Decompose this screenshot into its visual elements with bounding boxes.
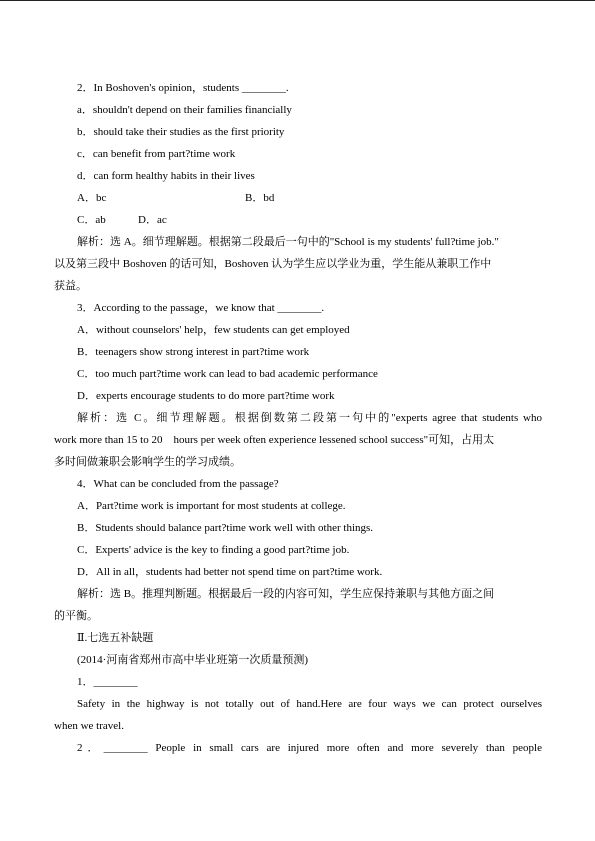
section-2-title: Ⅱ.七选五补缺题 xyxy=(77,632,154,644)
question-2-option-c: C．ab xyxy=(77,214,106,226)
question-3-option-b: B．teenagers show strong interest in part?time work xyxy=(77,346,310,358)
question-4-option-b: B．Students should balance part?time work well with other things. xyxy=(77,522,374,534)
question-4-stem: 4．What can be concluded from the passage? xyxy=(77,478,279,490)
section-2-source: (2014·河南省郑州市高中毕业班第一次质量预测) xyxy=(77,654,308,666)
page-top-border xyxy=(0,0,595,1)
question-4-analysis-line-1: 解析：选 B。推理判断题。根据最后一段的内容可知，学生应保持兼职与其他方面之间 xyxy=(77,588,495,600)
question-2-option-d: D．ac xyxy=(138,214,167,226)
question-3-analysis-line-3: 多时间做兼职会影响学生的学习成绩。 xyxy=(54,456,241,468)
question-3-stem: 3．According to the passage，we know that ________. xyxy=(77,302,325,314)
question-2-item-b: b．should take their studies as the first priority xyxy=(77,126,285,138)
question-4-option-d: D．All in all，students had better not spend time on part?time work. xyxy=(77,566,383,578)
section-2-paragraph-1-line-2: when we travel. xyxy=(54,720,124,732)
question-4-analysis-line-2: 的平衡。 xyxy=(54,610,98,622)
question-2-item-d: d．can form healthy habits in their lives xyxy=(77,170,255,182)
question-4-option-c: C．Experts' advice is the key to finding a good part?time job. xyxy=(77,544,350,556)
question-2-item-c: c．can benefit from part?time work xyxy=(77,148,236,160)
question-2-item-a: a．shouldn't depend on their families financially xyxy=(77,104,292,116)
document-page xyxy=(54,77,542,759)
question-2-option-a: A．bc xyxy=(77,192,107,204)
question-2-option-b: B．bd xyxy=(245,192,275,204)
question-3-analysis-line-1: 解析：选 C。细节理解题。根据倒数第二段第一句中的"experts agree that students who xyxy=(77,412,542,424)
question-2-options-row-1 xyxy=(54,187,542,209)
question-2-options-row-2 xyxy=(54,209,542,231)
question-2-stem: 2．In Boshoven's opinion，students ________. xyxy=(77,82,289,94)
question-4-option-a: A．Part?time work is important for most students at college. xyxy=(77,500,346,512)
question-3-option-a: A．without counselors' help，few students can get employed xyxy=(77,324,350,336)
section-2-paragraph-1-line-1: Safety in the highway is not totally out of hand.Here are four ways we can protect ourselves xyxy=(77,698,542,710)
question-3-option-c: C．too much part?time work can lead to bad academic performance xyxy=(77,368,378,380)
question-2-analysis-line-3: 获益。 xyxy=(54,280,87,292)
question-2-analysis-line-1: 解析：选 A。细节理解题。根据第二段最后一句中的"School is my students' full?time job." xyxy=(77,236,499,248)
question-3-analysis-line-2: work more than 15 to 20 hours per week often experience lessened school success"可知，占用太 xyxy=(54,434,495,446)
section-2-blank-1: 1．________ xyxy=(77,676,138,688)
question-2-analysis-line-2: 以及第三段中 Boshoven 的话可知，Boshoven 认为学生应以学业为重，学生能从兼职工作中 xyxy=(54,258,492,270)
question-3-option-d: D．experts encourage students to do more part?time work xyxy=(77,390,335,402)
section-2-blank-2-line: 2．________ People in small cars are injured more often and more severely than people xyxy=(77,742,542,754)
